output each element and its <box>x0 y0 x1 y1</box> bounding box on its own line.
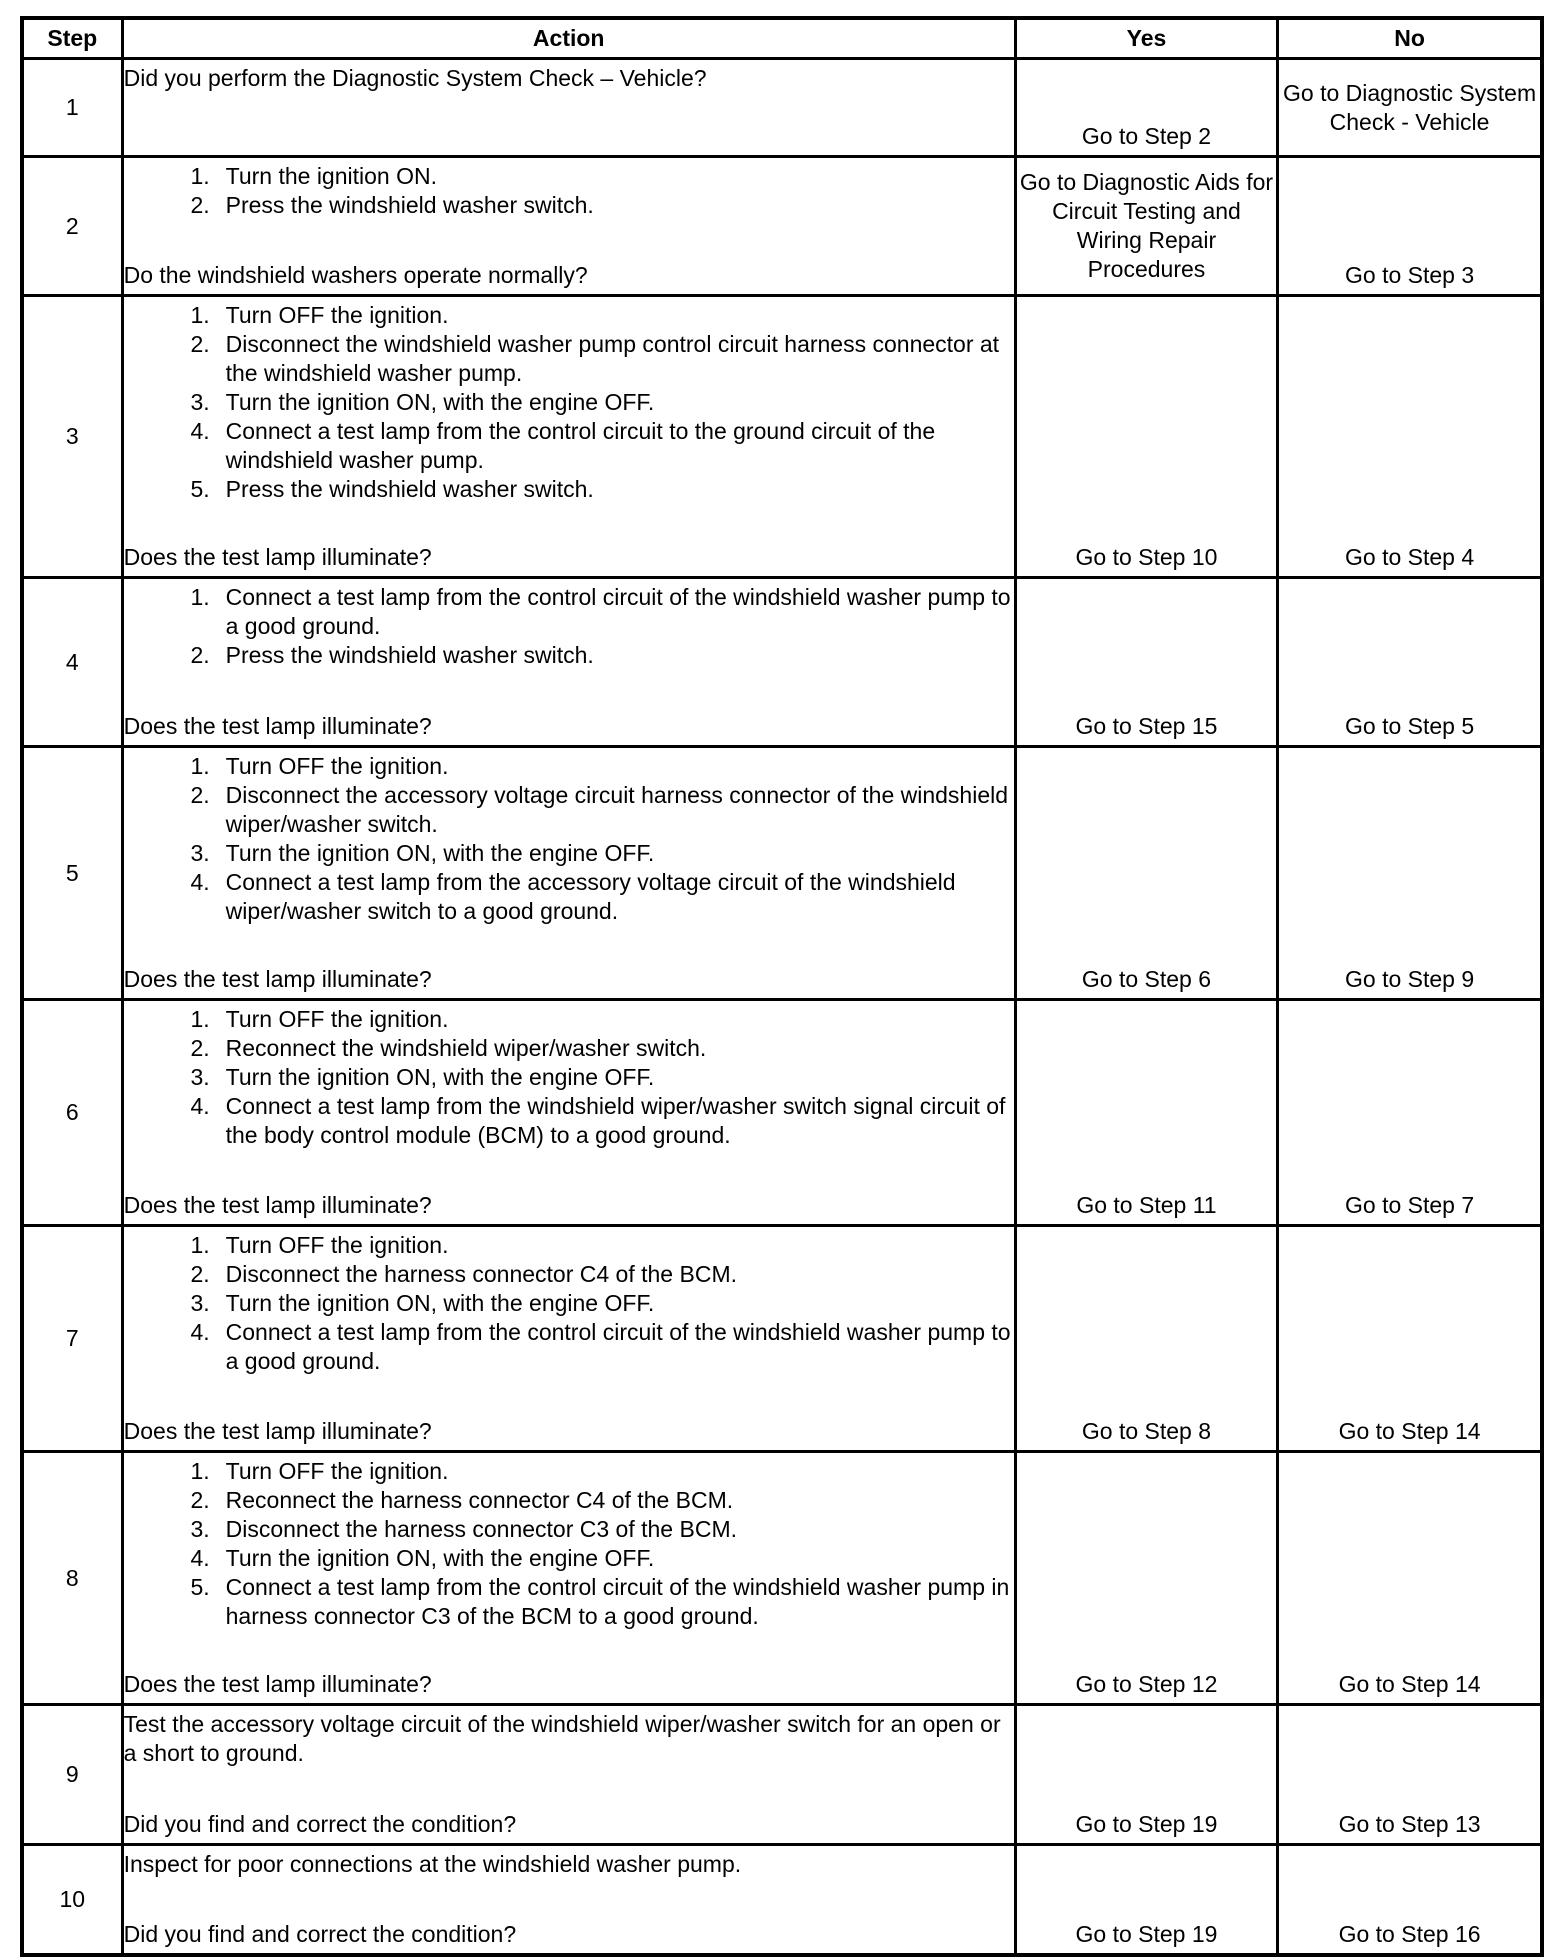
action-steps-list <box>124 1005 1014 1150</box>
action-step-text: Press the windshield washer switch. <box>225 192 594 218</box>
action-step-text: Turn OFF the ignition. <box>225 753 449 779</box>
action-step-number: 4. <box>190 418 210 444</box>
action-step-item <box>124 1544 1014 1573</box>
action-step-item <box>124 475 1014 504</box>
action-steps-list <box>124 1457 1014 1631</box>
action-step-text: Connect a test lamp from the control circuit of the windshield washer pump to a good ground. <box>225 1319 1011 1374</box>
yes-result-cell <box>1015 1845 1277 1955</box>
no-result-text: Go to Step 16 <box>1338 1920 1481 1947</box>
action-intro: Test the accessory voltage circuit of the windshield wiper/washer switch for an open or a short to ground. <box>123 1711 1001 1766</box>
action-step-item <box>124 417 1014 475</box>
no-result-text: Go to Diagnostic System Check - Vehicle <box>1283 79 1537 135</box>
yes-result-cell <box>1015 1705 1277 1845</box>
action-steps-list <box>124 301 1014 504</box>
action-step-item <box>124 1231 1014 1260</box>
action-step-item <box>124 641 1014 670</box>
action-step-number: 2. <box>190 1261 210 1287</box>
action-step-number: 3. <box>190 840 210 866</box>
action-step-text: Disconnect the harness connector C4 of the BCM. <box>225 1261 737 1287</box>
action-step-number: 4. <box>190 1319 210 1345</box>
action-step-item <box>124 583 1014 641</box>
action-step-number: 2. <box>190 782 210 808</box>
action-step-item <box>124 301 1014 330</box>
action-cell <box>122 296 1015 578</box>
action-step-number: 3. <box>190 1064 210 1090</box>
action-intro: Inspect for poor connections at the windshield washer pump. <box>123 1850 742 1877</box>
action-step-item <box>124 868 1014 926</box>
action-step-item <box>124 1573 1014 1631</box>
action-step-text: Turn the ignition ON, with the engine OFF. <box>225 1064 655 1090</box>
action-step-text: Turn OFF the ignition. <box>225 1458 449 1484</box>
diagnostic-sheet <box>20 16 1544 1957</box>
action-step-number: 3. <box>190 1290 210 1316</box>
action-step-number: 1. <box>190 584 210 610</box>
action-step-text: Reconnect the harness connector C4 of the BCM. <box>225 1487 734 1513</box>
action-question: Do the windshield washers operate normally? <box>123 262 588 288</box>
action-step-text: Turn the ignition ON. <box>225 163 437 189</box>
action-step-number: 2. <box>190 192 210 218</box>
table-row <box>22 1705 1542 1845</box>
header-step: Step <box>22 18 122 59</box>
action-steps-list <box>124 162 1014 220</box>
action-step-item <box>124 1092 1014 1150</box>
action-step-text: Turn the ignition ON, with the engine OFF. <box>225 389 655 415</box>
yes-result-text: Go to Step 10 <box>1075 544 1218 570</box>
no-result-text: Go to Step 5 <box>1345 713 1475 739</box>
action-step-text: Disconnect the windshield washer pump control circuit harness connector at the windshield washer pump. <box>225 331 1000 386</box>
action-step-number: 4. <box>190 1093 210 1119</box>
action-step-item <box>124 1260 1014 1289</box>
action-step-item <box>124 388 1014 417</box>
action-step-number: 1. <box>190 163 210 189</box>
yes-result-cell <box>1015 59 1277 157</box>
yes-result-text: Go to Step 19 <box>1075 1920 1218 1947</box>
header-action: Action <box>122 18 1015 59</box>
action-step-text: Disconnect the accessory voltage circuit harness connector of the windshield wiper/washer switch. <box>225 782 1009 837</box>
action-cell <box>122 157 1015 296</box>
no-result-cell <box>1278 1705 1542 1845</box>
action-step-text: Press the windshield washer switch. <box>225 476 594 502</box>
no-result-cell <box>1278 1226 1542 1452</box>
step-number: 9 <box>22 1705 122 1845</box>
action-step-number: 2. <box>190 1035 210 1061</box>
no-result-cell <box>1278 1452 1542 1705</box>
action-step-text: Connect a test lamp from the windshield wiper/washer switch signal circuit of the body control module (BCM) to a good ground. <box>225 1093 1006 1148</box>
table-row <box>22 1452 1542 1705</box>
step-number: 1 <box>22 59 122 157</box>
step-number: 3 <box>22 296 122 578</box>
action-step-number: 1. <box>190 753 210 779</box>
yes-result-text: Go to Step 11 <box>1076 1192 1217 1218</box>
action-cell <box>122 578 1015 747</box>
no-result-text: Go to Step 4 <box>1345 544 1475 570</box>
action-step-item <box>124 1318 1014 1376</box>
yes-result-text: Go to Step 6 <box>1081 966 1212 992</box>
action-step-number: 1. <box>190 1458 210 1484</box>
action-question: Did you find and correct the condition? <box>123 1920 517 1947</box>
yes-result-cell <box>1015 747 1277 1000</box>
no-result-text: Go to Step 13 <box>1338 1811 1481 1837</box>
action-step-number: 1. <box>190 1006 210 1032</box>
action-question: Does the test lamp illuminate? <box>123 713 432 739</box>
yes-result-cell <box>1015 578 1277 747</box>
yes-result-text: Go to Step 12 <box>1075 1671 1218 1697</box>
action-step-number: 1. <box>190 302 210 328</box>
table-row <box>22 59 1542 157</box>
step-number: 8 <box>22 1452 122 1705</box>
no-result-cell <box>1278 578 1542 747</box>
action-step-text: Connect a test lamp from the control circuit of the windshield washer pump to a good ground. <box>225 584 1011 639</box>
yes-result-cell <box>1015 1000 1277 1226</box>
yes-result-cell <box>1015 157 1277 296</box>
no-result-text: Go to Step 14 <box>1338 1671 1481 1697</box>
no-result-cell <box>1278 747 1542 1000</box>
header-row <box>22 18 1542 59</box>
action-step-text: Connect a test lamp from the accessory voltage circuit of the windshield wiper/washer switch to a good ground. <box>225 869 956 924</box>
action-step-item <box>124 1063 1014 1092</box>
action-step-item <box>124 781 1014 839</box>
action-step-text: Turn the ignition ON, with the engine OFF. <box>225 840 655 866</box>
table-row <box>22 578 1542 747</box>
action-step-number: 4. <box>190 869 210 895</box>
action-steps-list <box>124 752 1014 926</box>
action-step-text: Connect a test lamp from the control circuit of the windshield washer pump in harness connector C3 of the BCM to a good ground. <box>225 1574 1010 1629</box>
action-step-text: Turn the ignition ON, with the engine OFF. <box>225 1290 655 1316</box>
action-step-item <box>124 1005 1014 1034</box>
no-result-cell <box>1278 1845 1542 1955</box>
yes-result-text: Go to Step 15 <box>1075 713 1218 739</box>
action-cell <box>122 1226 1015 1452</box>
table-row <box>22 296 1542 578</box>
action-question: Does the test lamp illuminate? <box>123 1671 432 1697</box>
action-step-item <box>124 752 1014 781</box>
action-cell <box>122 1845 1015 1955</box>
action-step-number: 2. <box>190 1487 210 1513</box>
yes-result-text: Go to Diagnostic Aids for Circuit Testing and Wiring Repair Procedures <box>1019 169 1274 282</box>
action-step-item <box>124 191 1014 220</box>
action-intro: Did you perform the Diagnostic System Check – Vehicle? <box>123 65 707 91</box>
yes-result-text: Go to Step 2 <box>1081 123 1212 149</box>
action-step-item <box>124 1289 1014 1318</box>
step-number: 5 <box>22 747 122 1000</box>
step-number: 4 <box>22 578 122 747</box>
no-result-cell <box>1278 59 1542 157</box>
no-result-cell <box>1278 1000 1542 1226</box>
action-steps-list <box>124 1231 1014 1376</box>
action-step-text: Reconnect the windshield wiper/washer switch. <box>225 1035 707 1061</box>
action-step-item <box>124 1515 1014 1544</box>
table-row <box>22 747 1542 1000</box>
action-step-text: Disconnect the harness connector C3 of the BCM. <box>225 1516 737 1542</box>
action-step-item <box>124 1486 1014 1515</box>
no-result-text: Go to Step 14 <box>1338 1418 1481 1444</box>
action-step-number: 1. <box>190 1232 210 1258</box>
step-number: 2 <box>22 157 122 296</box>
action-step-item <box>124 1034 1014 1063</box>
table-body <box>22 59 1542 1955</box>
yes-result-cell <box>1015 296 1277 578</box>
table-row <box>22 1226 1542 1452</box>
action-step-item <box>124 1457 1014 1486</box>
action-question: Does the test lamp illuminate? <box>123 1192 432 1218</box>
header-no: No <box>1278 18 1542 59</box>
action-step-text: Turn OFF the ignition. <box>225 302 449 328</box>
action-step-number: 2. <box>190 331 210 357</box>
table-row <box>22 1000 1542 1226</box>
action-steps-list <box>124 583 1014 670</box>
action-cell <box>122 59 1015 157</box>
no-result-text: Go to Step 9 <box>1345 966 1475 992</box>
step-number: 7 <box>22 1226 122 1452</box>
action-cell <box>122 1705 1015 1845</box>
no-result-cell <box>1278 296 1542 578</box>
table-row <box>22 157 1542 296</box>
action-step-item <box>124 162 1014 191</box>
no-result-cell <box>1278 157 1542 296</box>
yes-result-cell <box>1015 1452 1277 1705</box>
yes-result-cell <box>1015 1226 1277 1452</box>
action-step-item <box>124 330 1014 388</box>
step-number: 10 <box>22 1845 122 1955</box>
action-question: Does the test lamp illuminate? <box>123 966 432 992</box>
action-cell <box>122 1000 1015 1226</box>
action-question: Does the test lamp illuminate? <box>123 544 432 570</box>
table-row <box>22 1845 1542 1955</box>
no-result-text: Go to Step 3 <box>1345 262 1475 288</box>
no-result-text: Go to Step 7 <box>1345 1192 1475 1218</box>
action-cell <box>122 747 1015 1000</box>
action-step-number: 3. <box>190 389 210 415</box>
action-step-number: 5. <box>190 476 210 502</box>
action-step-number: 4. <box>190 1545 210 1571</box>
action-cell <box>122 1452 1015 1705</box>
step-number: 6 <box>22 1000 122 1226</box>
yes-result-text: Go to Step 19 <box>1075 1811 1218 1837</box>
action-step-number: 2. <box>190 642 210 668</box>
action-question: Does the test lamp illuminate? <box>123 1418 432 1444</box>
action-question: Did you find and correct the condition? <box>123 1811 517 1837</box>
action-step-text: Turn OFF the ignition. <box>225 1006 449 1032</box>
diagnostic-table <box>20 16 1544 1957</box>
action-step-number: 5. <box>190 1574 210 1600</box>
action-step-text: Turn OFF the ignition. <box>225 1232 449 1258</box>
action-step-text: Press the windshield washer switch. <box>225 642 594 668</box>
action-step-text: Connect a test lamp from the control circuit to the ground circuit of the windshield washer pump. <box>225 418 936 473</box>
yes-result-text: Go to Step 8 <box>1081 1418 1212 1444</box>
header-yes: Yes <box>1015 18 1277 59</box>
action-step-text: Turn the ignition ON, with the engine OFF. <box>225 1545 655 1571</box>
action-step-number: 3. <box>190 1516 210 1542</box>
action-step-item <box>124 839 1014 868</box>
